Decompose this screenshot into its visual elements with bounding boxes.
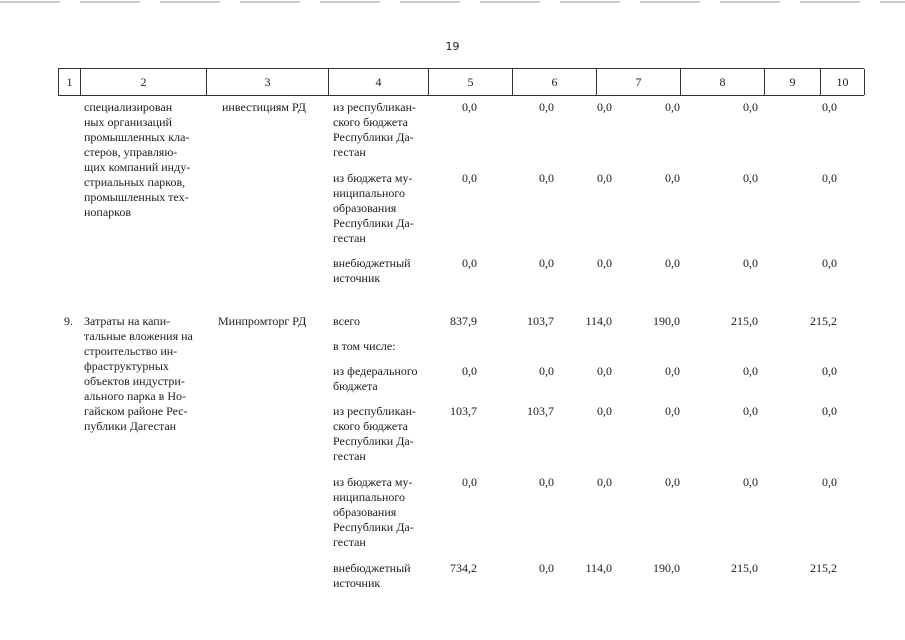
measure-name-line: промышленных тех- — [84, 190, 189, 204]
funding-source-label: гестан — [333, 535, 366, 549]
measure-name-line: Затраты на капи- — [84, 314, 171, 328]
funding-value-cell: 0,0 — [822, 256, 837, 270]
funding-source-label: Республики Да- — [333, 520, 414, 534]
funding-value-cell: 0,0 — [597, 404, 612, 418]
funding-value-cell: 0,0 — [665, 256, 680, 270]
funding-value-cell: 215,2 — [810, 314, 837, 328]
funding-value-cell: 0,0 — [539, 256, 554, 270]
funding-value-cell: 0,0 — [743, 100, 758, 114]
measure-name-line: ального парка в Но- — [84, 389, 186, 403]
funding-value-cell: 0,0 — [597, 256, 612, 270]
funding-value-cell: 103,7 — [527, 404, 554, 418]
measure-name-line: строительство ин- — [84, 344, 178, 358]
funding-value-cell: 114,0 — [585, 314, 612, 328]
funding-value-cell: 190,0 — [653, 561, 680, 575]
funding-source-label: источник — [333, 271, 381, 285]
funding-source-label: Республики Да- — [333, 216, 414, 230]
funding-source-label: источник — [333, 576, 381, 590]
funding-source-label: из республикан- — [333, 100, 416, 114]
funding-value-cell: 0,0 — [822, 100, 837, 114]
funding-value-cell: 0,0 — [462, 364, 477, 378]
funding-source-label: из бюджета му- — [333, 171, 413, 185]
header-cell: 9 — [764, 69, 820, 95]
funding-source-label: бюджета — [333, 379, 378, 393]
funding-source-label: ниципального — [333, 186, 406, 200]
funding-value-cell: 0,0 — [743, 171, 758, 185]
funding-value-cell: 0,0 — [539, 561, 554, 575]
funding-value-cell: 837,9 — [450, 314, 477, 328]
funding-value-cell: 114,0 — [585, 561, 612, 575]
funding-value-cell: 0,0 — [462, 256, 477, 270]
funding-value-cell: 0,0 — [539, 475, 554, 489]
funding-source-label: Республики Да- — [333, 434, 414, 448]
funding-value-cell: 0,0 — [539, 171, 554, 185]
funding-value-cell: 0,0 — [743, 404, 758, 418]
measure-name-line: тальные вложения на — [84, 329, 193, 343]
funding-source-label: из бюджета му- — [333, 475, 413, 489]
header-cell: 8 — [680, 69, 764, 95]
header-cell: 6 — [512, 69, 596, 95]
funding-source-label: внебюджетный — [333, 256, 411, 270]
funding-value-cell: 0,0 — [597, 171, 612, 185]
header-cell: 5 — [428, 69, 512, 95]
funding-source-label: Республики Да- — [333, 130, 414, 144]
funding-value-cell: 0,0 — [665, 475, 680, 489]
funding-value-cell: 734,2 — [450, 561, 477, 575]
funding-value-cell: 0,0 — [743, 256, 758, 270]
funding-value-cell: 0,0 — [822, 475, 837, 489]
measure-name-line: промышленных кла- — [84, 130, 190, 144]
funding-source-label: образования — [333, 505, 397, 519]
funding-source-label: ского бюджета — [333, 115, 408, 129]
funding-source-label: ского бюджета — [333, 419, 408, 433]
executor-name: инвестициям РД — [222, 100, 306, 114]
funding-source-label: ниципального — [333, 490, 406, 504]
header-cell: 7 — [596, 69, 680, 95]
funding-value-cell: 0,0 — [597, 364, 612, 378]
funding-value-cell: 0,0 — [462, 475, 477, 489]
measure-name-line: стриальных парков, — [84, 175, 186, 189]
funding-source-label: гестан — [333, 449, 366, 463]
page-number: 19 — [445, 40, 460, 53]
header-cell: 4 — [328, 69, 428, 95]
header-cell: 3 — [206, 69, 328, 95]
funding-value-cell: 0,0 — [743, 475, 758, 489]
funding-source-label: гестан — [333, 145, 366, 159]
funding-value-cell: 0,0 — [539, 100, 554, 114]
funding-value-cell: 0,0 — [597, 100, 612, 114]
funding-source-label: всего — [333, 314, 361, 328]
measure-name-line: фраструктурных — [84, 359, 169, 373]
measure-name-line: публики Дагестан — [84, 419, 177, 433]
funding-source-label: внебюджетный — [333, 561, 411, 575]
funding-value-cell: 0,0 — [462, 100, 477, 114]
funding-value-cell: 0,0 — [597, 475, 612, 489]
funding-value-cell: 0,0 — [665, 364, 680, 378]
measure-name-line: ных организаций — [84, 115, 172, 129]
funding-value-cell: 103,7 — [450, 404, 477, 418]
measure-name-line: специализирован — [84, 100, 173, 114]
funding-value-cell: 215,0 — [731, 561, 758, 575]
header-cell: 2 — [80, 69, 206, 95]
funding-source-label: из республикан- — [333, 404, 416, 418]
funding-value-cell: 103,7 — [527, 314, 554, 328]
funding-value-cell: 0,0 — [665, 404, 680, 418]
header-cell: 10 — [820, 69, 865, 95]
funding-value-cell: 0,0 — [822, 404, 837, 418]
funding-value-cell: 0,0 — [822, 364, 837, 378]
measure-name-line: стеров, управляю- — [84, 145, 178, 159]
measure-name-line: объектов индустри- — [84, 374, 185, 388]
measure-name-line: нопарков — [84, 205, 132, 219]
header-cell: 1 — [58, 69, 80, 95]
funding-value-cell: 215,2 — [810, 561, 837, 575]
funding-value-cell: 0,0 — [539, 364, 554, 378]
funding-value-cell: 0,0 — [665, 100, 680, 114]
measure-name-line: щих компаний инду- — [84, 160, 191, 174]
funding-value-cell: 0,0 — [462, 171, 477, 185]
funding-source-label: гестан — [333, 231, 366, 245]
executor-name: Минпромторг РД — [218, 314, 307, 328]
table-header-row — [58, 68, 864, 96]
funding-source-label: из федерального — [333, 364, 418, 378]
funding-value-cell: 190,0 — [653, 314, 680, 328]
funding-source-label: образования — [333, 201, 397, 215]
funding-value-cell: 0,0 — [665, 171, 680, 185]
funding-value-cell: 215,0 — [731, 314, 758, 328]
funding-value-cell: 0,0 — [822, 171, 837, 185]
measure-name-line: гайском районе Рес- — [84, 404, 188, 418]
row-number: 9. — [64, 314, 73, 328]
funding-source-label: в том числе: — [333, 339, 396, 353]
scan-edge-line — [0, 1, 905, 3]
funding-value-cell: 0,0 — [743, 364, 758, 378]
